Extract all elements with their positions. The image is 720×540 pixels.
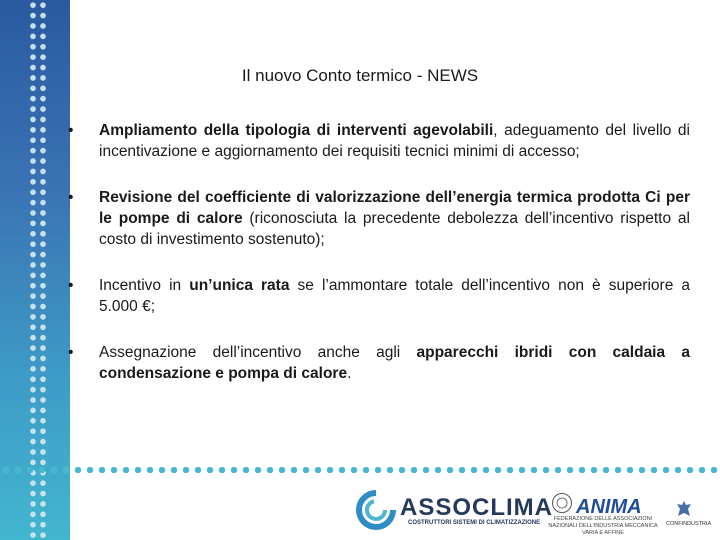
bullet-item [68, 342, 690, 384]
text-run: . [347, 365, 352, 382]
anima-tagline: FEDERAZIONE DELLE ASSOCIAZIONI NAZIONALI DELL'INDUSTRIA MECCANICA VARIA E AFFINE [548, 516, 658, 536]
assoclima-name: ASSOCLIMA [400, 494, 553, 521]
bold-text-run: Ampliamento della tipologia di interventi agevolabili [99, 122, 494, 139]
bold-text-run: Revisione del coefficiente di valorizzazione dell’energia termica prodotta Ci per le pompe di calore [99, 189, 690, 227]
bullet-text [99, 120, 690, 162]
bullet-item [68, 275, 690, 317]
bullet-marker: • [68, 122, 74, 139]
confindustria-name: CONFINDUSTRIA [666, 521, 712, 527]
text-run: , adeguamento del livello di incentivazione e aggiornamento dei requisiti tecnici minimi di accesso; [99, 122, 690, 160]
text-run: Assegnazione dell’incentivo anche agli [99, 344, 417, 361]
bullet-marker: • [68, 344, 74, 361]
bullet-item [68, 187, 690, 250]
bullet-text [99, 275, 690, 317]
decorative-dot-column [28, 0, 48, 540]
confindustria-eagle-icon [676, 500, 692, 518]
bullet-list [68, 120, 690, 409]
slide-title: Il nuovo Conto termico - NEWS [241, 66, 479, 85]
bullet-item [68, 120, 690, 162]
bullet-marker: • [68, 277, 74, 294]
bullet-marker: • [68, 189, 74, 206]
bold-text-run: un’unica rata [189, 277, 290, 294]
footer-logos [0, 480, 720, 540]
decorative-dot-row [0, 464, 720, 476]
anima-seal-icon [551, 492, 573, 514]
text-run: Incentivo in [99, 277, 190, 294]
bullet-text [99, 187, 690, 250]
text-run: (riconosciuta la precedente debolezza dell’incentivo rispetto al costo di investimento sostenuto); [99, 210, 690, 248]
text-run: se l’ammontare totale dell’incentivo non è superiore a 5.000 €; [99, 277, 691, 315]
bold-text-run: apparecchi ibridi con caldaia a condensazione e pompa di calore [99, 344, 690, 382]
bullet-text [99, 342, 690, 384]
assoclima-tagline: COSTRUTTORI SISTEMI DI CLIMATIZZAZIONE [408, 520, 541, 526]
anima-name: ANIMA [576, 496, 642, 518]
